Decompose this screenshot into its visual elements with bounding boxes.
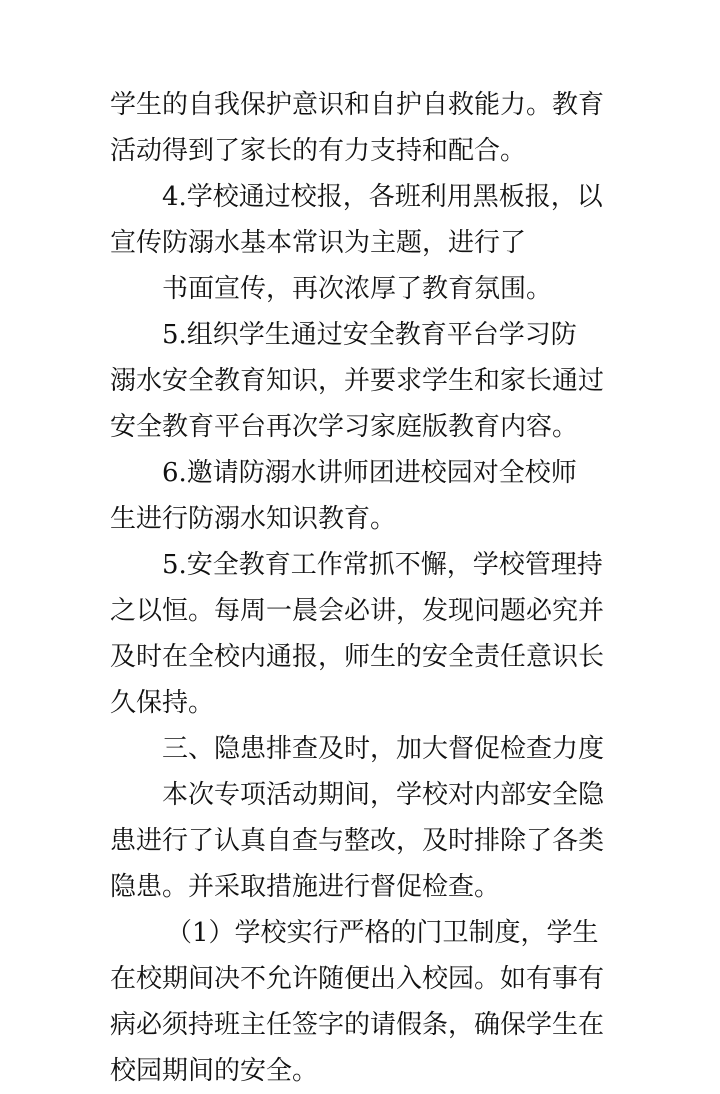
text-line: 5.安全教育工作常抓不懈，学校管理持 (162, 550, 603, 580)
text-line: 溺水安全教育知识，并要求学生和家长通过 (110, 366, 605, 396)
text-line: 书面宣传，再次浓厚了教育氛围。 (162, 274, 553, 304)
text-line: 在校期间决不允许随便出入校园。如有事有 (110, 964, 605, 994)
text-line: 4.学校通过校报，各班利用黑板报，以 (162, 182, 603, 212)
section-heading: 三、隐患排查及时，加大督促检查力度 (162, 734, 605, 764)
text-line: 5.组织学生通过安全教育平台学习防 (162, 320, 577, 350)
text-line: 隐患。并采取措施进行督促检查。 (110, 872, 501, 902)
text-line: 校园期间的安全。 (110, 1056, 319, 1086)
text-line: 安全教育平台再次学习家庭版教育内容。 (110, 412, 579, 442)
text-line: 6.邀请防溺水讲师团进校园对全校师 (162, 458, 577, 488)
text-line: 病必须持班主任签字的请假条，确保学生在 (110, 1010, 605, 1040)
body-text (110, 82, 620, 1094)
text-line: 生进行防溺水知识教育。 (110, 504, 397, 534)
text-line: 宣传防溺水基本常识为主题，进行了 (110, 228, 527, 258)
text-line: 患进行了认真自查与整改，及时排除了各类 (110, 826, 605, 856)
text-line: （1）学校实行严格的门卫制度，学生 (166, 918, 599, 948)
text-line: 学生的自我保护意识和自护自救能力。教育 (110, 90, 605, 120)
text-line: 之以恒。每周一晨会必讲，发现问题必究并 (110, 596, 605, 626)
text-line: 及时在全校内通报，师生的安全责任意识长 (110, 642, 605, 672)
text-line: 本次专项活动期间，学校对内部安全隐 (162, 780, 605, 810)
text-line: 久保持。 (110, 688, 215, 718)
text-line: 活动得到了家长的有力支持和配合。 (110, 136, 527, 166)
